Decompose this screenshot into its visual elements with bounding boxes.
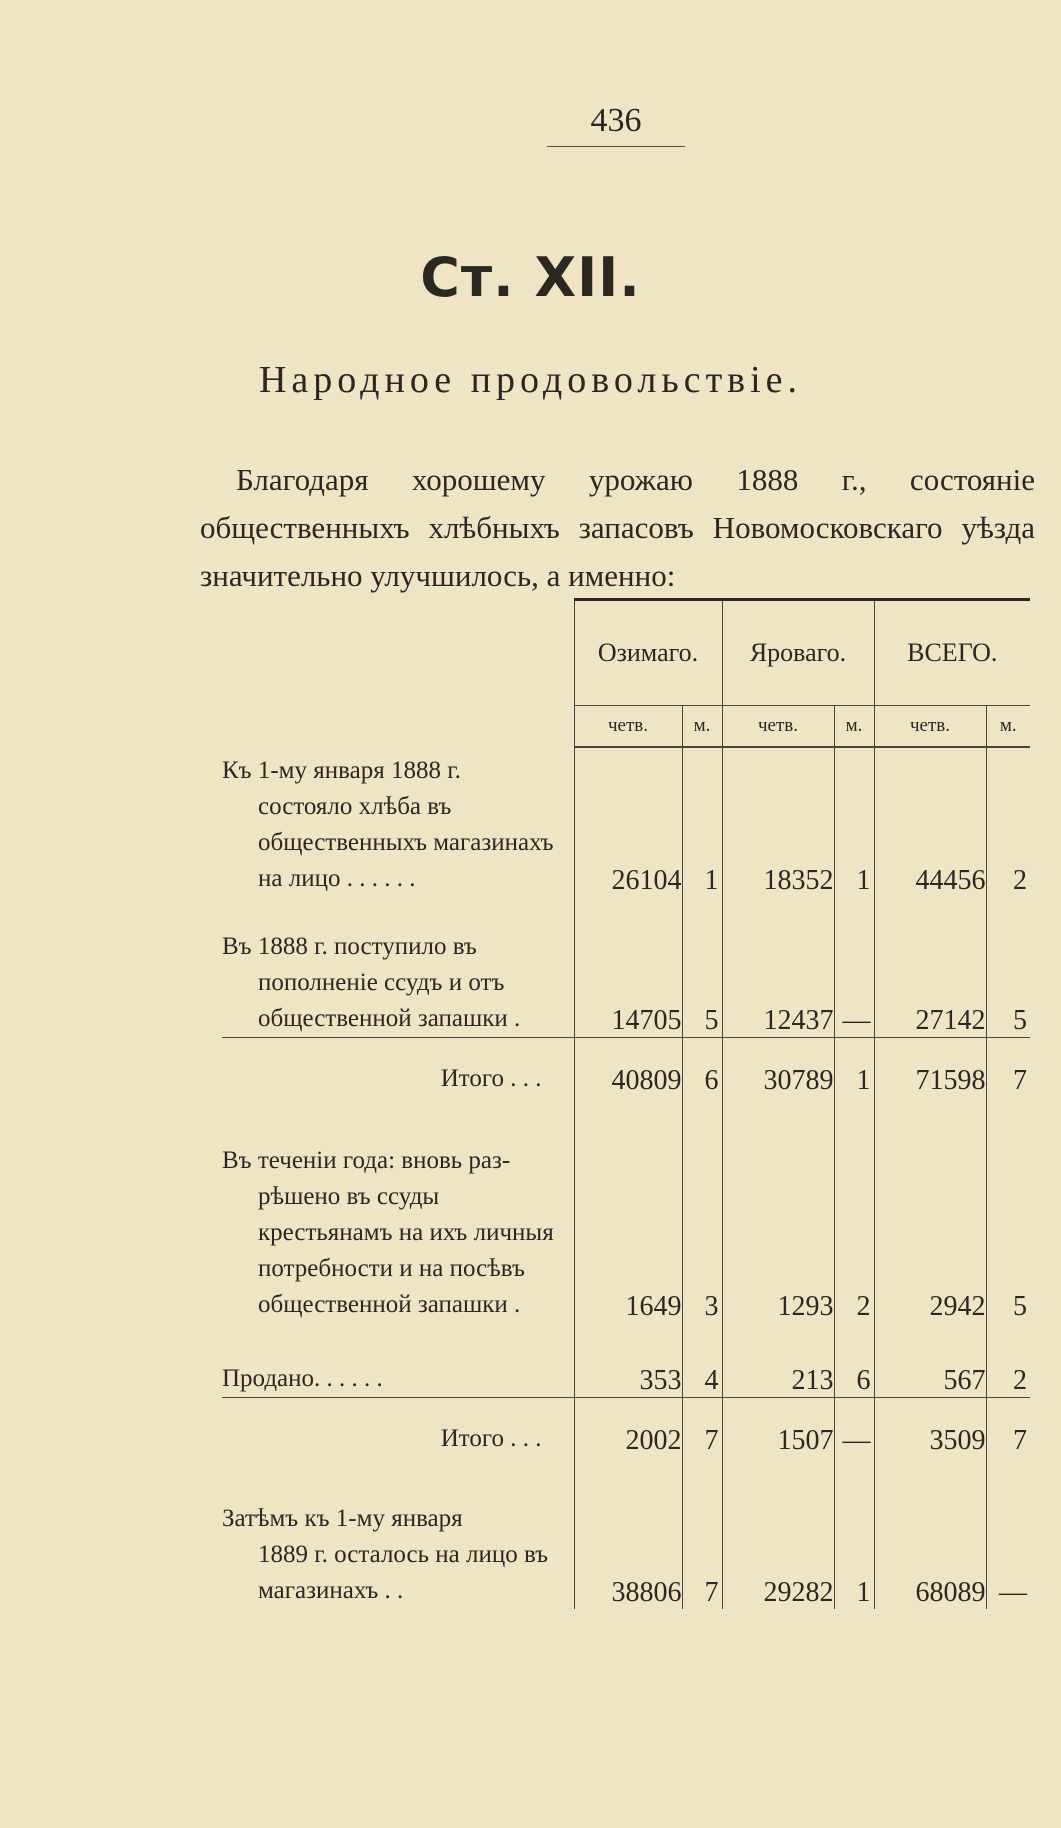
cell-value: 1649 xyxy=(574,1101,682,1323)
section-subtitle: Народное продовольствiе. xyxy=(258,359,803,401)
unit-header: м. xyxy=(986,706,1030,748)
cell-value: 5 xyxy=(986,1101,1030,1323)
cell-value: 68089 xyxy=(874,1461,986,1609)
cell-value: 2 xyxy=(986,747,1030,897)
unit-header: четв. xyxy=(574,706,682,748)
cell-value: 3 xyxy=(682,1101,722,1323)
row-label: Продано. . . . . . xyxy=(222,1364,383,1392)
cell-value: 40809 xyxy=(574,1037,682,1101)
cell-value: 7 xyxy=(986,1037,1030,1101)
cell-value: 5 xyxy=(986,897,1030,1037)
cell-value: 1 xyxy=(834,747,874,897)
cell-value: 353 xyxy=(574,1323,682,1397)
cell-value: 1 xyxy=(834,1461,874,1609)
table-row xyxy=(222,747,1030,897)
row-label: Въ теченiи года: вновь раз- рѣшено въ ссуды крестьянамъ на ихъ личныя потребности и на посѣвъ общественной запашки . xyxy=(222,1147,554,1318)
total-row xyxy=(222,1037,1030,1101)
cell-value: 14705 xyxy=(574,897,682,1037)
column-group-total: ВСЕГО. xyxy=(874,601,1030,706)
column-group-spring: Яроваго. xyxy=(722,601,874,706)
cell-value: 27142 xyxy=(874,897,986,1037)
cell-value: 71598 xyxy=(874,1037,986,1101)
row-label: Итого . . . xyxy=(222,1037,574,1101)
cell-value: 44456 xyxy=(874,747,986,897)
cell-value: 2 xyxy=(986,1323,1030,1397)
cell-value: 3509 xyxy=(874,1397,986,1461)
cell-value: 213 xyxy=(722,1323,834,1397)
row-label: Къ 1-му января 1888 г. состояло хлѣба въ общественныхъ магазинахъ на лицо . . . . . . xyxy=(222,757,554,892)
unit-header: м. xyxy=(834,706,874,748)
table-row xyxy=(222,897,1030,1037)
cell-value: 567 xyxy=(874,1323,986,1397)
cell-value: 2942 xyxy=(874,1101,986,1323)
cell-value: 2002 xyxy=(574,1397,682,1461)
row-label: Итого . . . xyxy=(222,1397,574,1461)
grain-stock-table xyxy=(222,598,1030,1609)
table-unit-header-row xyxy=(222,706,1030,748)
cell-value: 26104 xyxy=(574,747,682,897)
intro-paragraph: Благодаря хорошему урожаю 1888 г., состоянiе общественныхъ хлѣбныхъ запасовъ Новомосковскаго уѣзда значительно улучшилось, а именно: xyxy=(200,462,1035,593)
cell-value: 7 xyxy=(682,1461,722,1609)
table-row xyxy=(222,1461,1030,1609)
cell-value: — xyxy=(986,1461,1030,1609)
cell-value: 6 xyxy=(682,1037,722,1101)
column-group-winter: Озимаго. xyxy=(574,601,722,706)
table-group-header-row xyxy=(222,601,1030,706)
cell-value: 18352 xyxy=(722,747,834,897)
page-number: 436 xyxy=(547,102,685,147)
cell-value: 4 xyxy=(682,1323,722,1397)
cell-value: 38806 xyxy=(574,1461,682,1609)
unit-header: м. xyxy=(682,706,722,748)
cell-value: 2 xyxy=(834,1101,874,1323)
cell-value: 29282 xyxy=(722,1461,834,1609)
cell-value: 1 xyxy=(834,1037,874,1101)
cell-value: 1293 xyxy=(722,1101,834,1323)
cell-value: 5 xyxy=(682,897,722,1037)
row-label: Затѣмъ къ 1-му января 1889 г. осталось на лицо въ магазинахъ . . xyxy=(222,1505,549,1604)
cell-value: 1 xyxy=(682,747,722,897)
row-label: Въ 1888 г. поступило въ пополненiе ссудъ и отъ общественной запашки . xyxy=(222,932,521,1032)
unit-header: четв. xyxy=(722,706,834,748)
total-row xyxy=(222,1397,1030,1461)
cell-value: — xyxy=(834,897,874,1037)
cell-value: 30789 xyxy=(722,1037,834,1101)
cell-value: 1507 xyxy=(722,1397,834,1461)
unit-header: четв. xyxy=(874,706,986,748)
cell-value: 12437 xyxy=(722,897,834,1037)
cell-value: 7 xyxy=(986,1397,1030,1461)
cell-value: 6 xyxy=(834,1323,874,1397)
cell-value: — xyxy=(834,1397,874,1461)
table-row xyxy=(222,1323,1030,1397)
cell-value: 7 xyxy=(682,1397,722,1461)
section-title: Ст. XII. xyxy=(420,246,641,309)
table-row xyxy=(222,1101,1030,1323)
